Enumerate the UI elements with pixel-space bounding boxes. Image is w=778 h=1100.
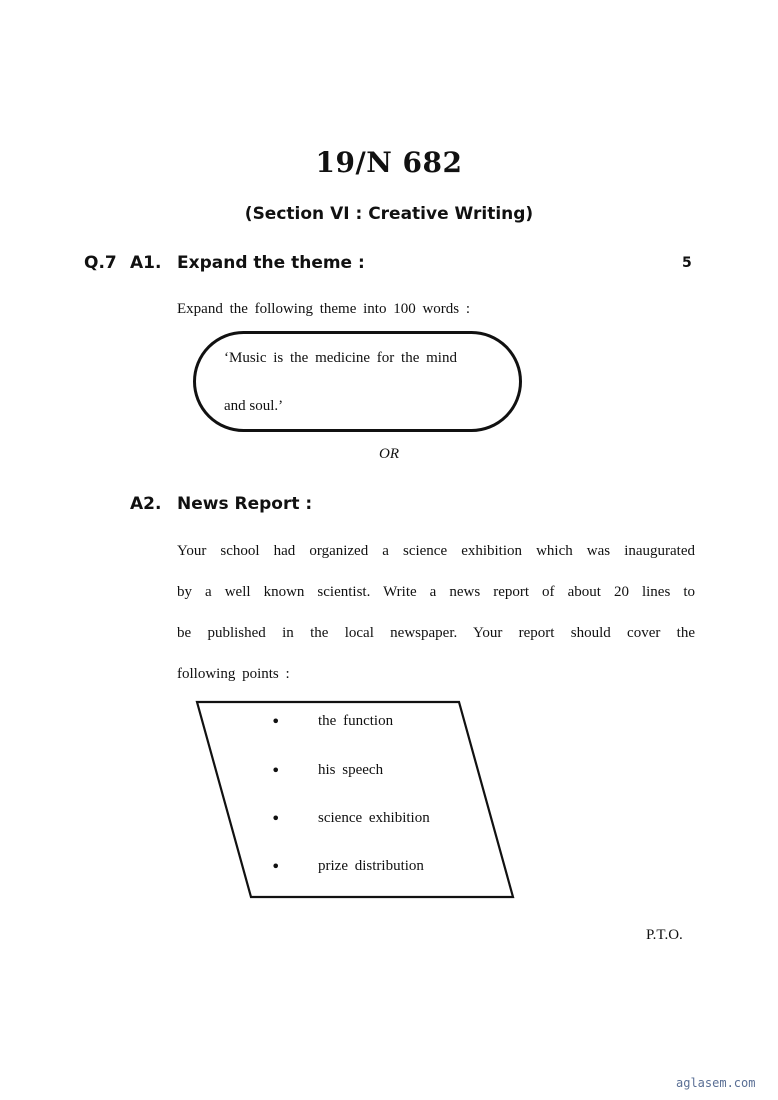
- theme-line-1: ‘Music is the medicine for the mind: [224, 350, 457, 366]
- question-number: Q.7: [84, 253, 117, 273]
- point-1: the function: [318, 713, 394, 729]
- or-separator: OR: [379, 446, 399, 462]
- theme-line-2: and soul.’: [224, 398, 284, 414]
- paragraph-line-2: by a well known scientist. Write a news report of about 20 lines to: [177, 584, 695, 600]
- paper-code: 19/N 682: [315, 146, 463, 179]
- watermark: aglasem.com: [676, 1076, 756, 1090]
- a1-heading: Expand the theme :: [177, 253, 365, 273]
- bullet-icon: •: [271, 857, 281, 876]
- paragraph-line-4: following points :: [177, 666, 290, 682]
- paragraph-line-3: be published in the local newspaper. Your report should cover the: [177, 625, 695, 641]
- section-title: (Section VI : Creative Writing): [244, 204, 534, 224]
- bullet-icon: •: [271, 809, 281, 828]
- bullet-icon: •: [271, 761, 281, 780]
- point-2: his speech: [318, 762, 384, 778]
- point-4: prize distribution: [318, 858, 424, 874]
- a2-heading: News Report :: [177, 494, 313, 514]
- marks: 5: [682, 255, 692, 271]
- theme-oval-box: [193, 331, 522, 432]
- a1-instruction: Expand the following theme into 100 words :: [177, 301, 471, 317]
- point-3: science exhibition: [318, 810, 430, 826]
- paragraph-line-1: Your school had organized a science exhibition which was inaugurated: [177, 543, 695, 559]
- a1-label: A1.: [130, 253, 162, 273]
- a2-label: A2.: [130, 494, 162, 514]
- pto-label: P.T.O.: [646, 927, 683, 943]
- bullet-icon: •: [271, 712, 281, 731]
